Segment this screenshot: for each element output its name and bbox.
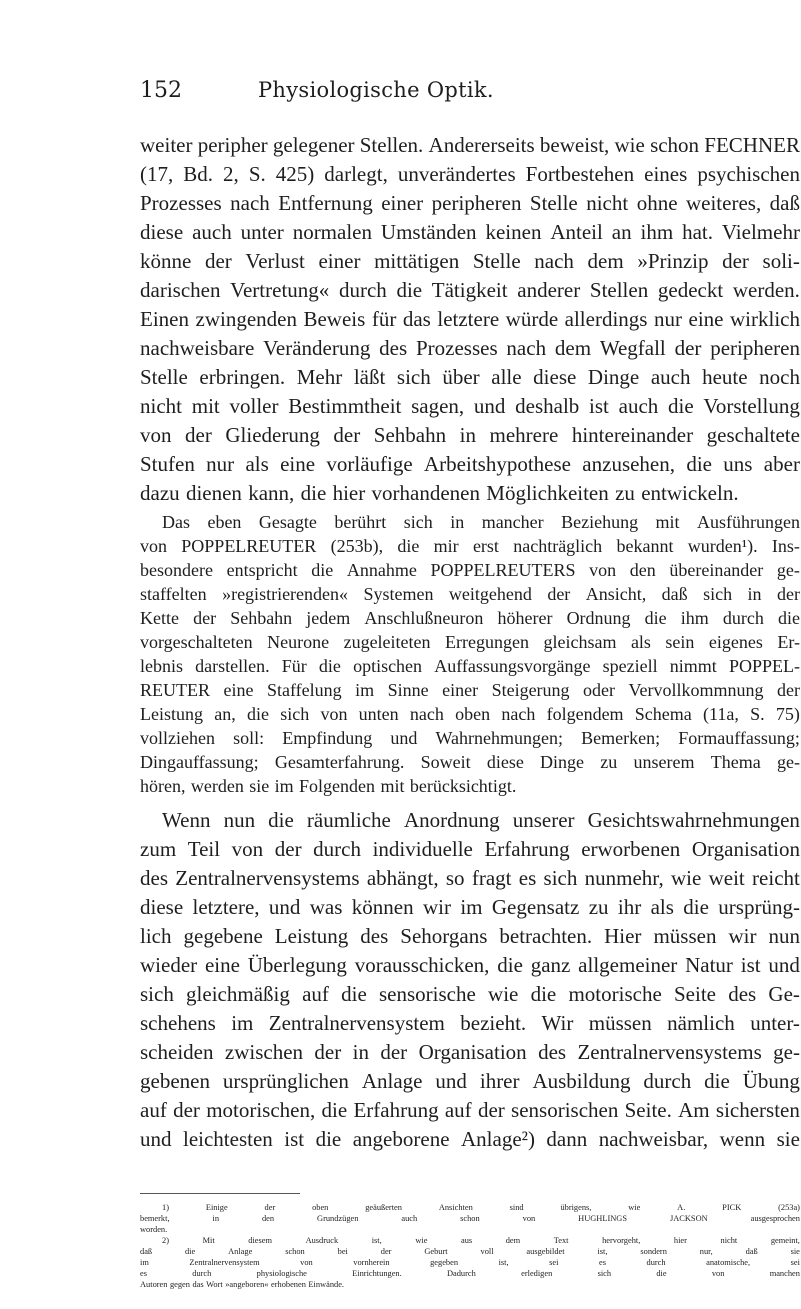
text-line: darischen Vertretung« durch die Tätigkeit anderer Stellen gedeckt werden. [140,278,800,302]
text-line: weiter peripher gelegener Stellen. Andererseits beweist, wie schon FECHNER [140,133,800,157]
text-line: nicht mit voller Bestimmtheit sagen, und deshalb ist auch die Vorstellung [140,394,800,418]
text-line: es durch physiologische Einrichtungen. Dadurch erledigen sich die von manchen [140,1269,800,1278]
text-line: scheiden zwischen der in der Organisation des Zentralnervensystems ge- [140,1040,800,1064]
text-line: nachweisbare Veränderung des Prozesses nach dem Wegfall der peripheren [140,336,800,360]
text-line: zum Teil von der durch individuelle Erfahrung erworbenen Organisation [140,837,800,861]
text-line: hören, werden sie im Folgenden mit berücksichtigt. [140,776,517,796]
text-line: 2) Mit diesem Ausdruck ist, wie aus dem Text hervorgeht, hier nicht gemeint, [162,1236,800,1245]
text-line: Das eben Gesagte berührt sich in mancher Beziehung mit Ausführungen [162,512,800,532]
text-line: gebenen ursprünglichen Anlage und ihrer Ausbildung durch die Übung [140,1069,800,1093]
page-number: 152 [140,78,182,103]
text-line: Einen zwingenden Beweis für das letztere würde allerdings nur eine wirklich [140,307,800,331]
text-line: Autoren gegen das Wort »angeboren« erhobenen Einwände. [140,1280,345,1289]
running-head [140,78,661,112]
text-line: Leistung an, die sich von unten nach oben nach folgendem Schema (11a, S. 75) [140,704,800,724]
text-line: auf der motorischen, die Erfahrung auf der sensorischen Seite. Am sichersten [140,1098,800,1122]
text-line: Dingauffassung; Gesamterfahrung. Soweit diese Dinge zu unserem Thema ge- [140,752,800,772]
text-line: worden. [140,1225,168,1234]
text-line: dazu dienen kann, die hier vorhandenen Möglichkeiten zu entwickeln. [140,481,739,505]
text-line: könne der Verlust einer mittätigen Stelle nach dem »Prinzip der soli- [140,249,800,273]
text-line: schehens im Zentralnervensystem bezieht. Wir müssen nämlich unter- [140,1011,800,1035]
text-line: Stufen nur als eine vorläufige Arbeitshypothese anzusehen, die uns aber [140,452,800,476]
text-line: staffelten »registrierenden« Systemen weitgehend der Ansicht, daß sich in der [140,584,800,604]
text-line: vorgeschalteten Neurone zugeleiteten Erregungen gleichsam als sein eigenes Er- [140,632,800,652]
text-line: des Zentralnervensystems abhängt, so fragt es sich nunmehr, wie weit reicht [140,866,800,890]
text-line: Kette der Sehbahn jedem Anschlußneuron höherer Ordnung die ihm durch die [140,608,800,628]
text-line: und leichtesten ist die angeborene Anlage²) dann nachweisbar, wenn sie [140,1127,800,1151]
text-line: im Zentralnervensystem von vornherein gegeben ist, sei es durch anatomische, sei [140,1258,800,1267]
text-line: (17, Bd. 2, S. 425) darlegt, unverändertes Fortbestehen eines psychischen [140,162,800,186]
text-line: von POPPELREUTER (253b), die mir erst nachträglich bekannt wurden¹). Ins- [140,536,800,556]
text-line: lich gegebene Leistung des Sehorgans betrachten. Hier müssen wir nun [140,924,800,948]
footnote-rule [140,1193,300,1194]
running-title: Physiologische Optik. [258,78,494,102]
text-line: daß die Anlage schon bei der Geburt voll ausgebildet ist, sondern nur, daß sie [140,1247,800,1256]
text-line: lebnis darstellen. Für die optischen Auffassungsvorgänge speziell nimmt POPPEL- [140,656,800,676]
text-line: diese auch unter normalen Umständen keinen Anteil an ihm hat. Vielmehr [140,220,800,244]
text-line: Stelle erbringen. Mehr läßt sich über alle diese Dinge auch heute noch [140,365,800,389]
text-line: diese letztere, und was können wir im Gegensatz zu ihr als die ursprüng- [140,895,800,919]
text-line: vollziehen soll: Empfindung und Wahrnehmungen; Bemerken; Formauffassung; [140,728,800,748]
text-line: REUTER eine Staffelung im Sinne einer Steigerung oder Vervollkommnung der [140,680,800,700]
text-line: Wenn nun die räumliche Anordnung unserer Gesichtswahrnehmungen [162,808,800,832]
text-line: sich gleichmäßig auf die sensorische wie die motorische Seite des Ge- [140,982,800,1006]
text-line: besondere entspricht die Annahme POPPELREUTERS von den übereinander ge- [140,560,800,580]
text-line: 1) Einige der oben geäußerten Ansichten sind übrigens, wie A. PICK (253a) [162,1203,800,1212]
text-line: von der Gliederung der Sehbahn in mehrere hintereinander geschaltete [140,423,800,447]
text-line: Prozesses nach Entfernung einer peripheren Stelle nicht ohne weiteres, daß [140,191,800,215]
text-line: bemerkt, in den Grundzügen auch schon von HUGHLINGS JACKSON ausgesprochen [140,1214,800,1223]
text-line: wieder eine Überlegung vorausschicken, die ganz allgemeiner Natur ist und [140,953,800,977]
